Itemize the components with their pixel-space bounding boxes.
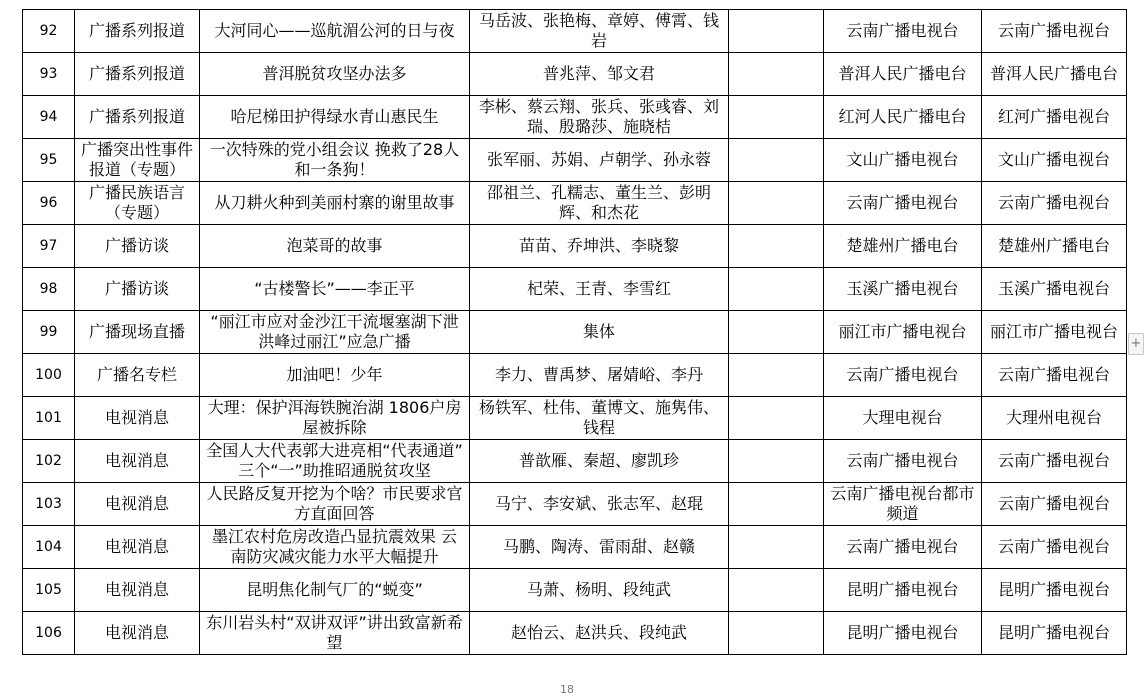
cell-publisher: 楚雄州广播电台 — [824, 225, 982, 268]
award-list-table — [22, 9, 1127, 655]
cell-title: 东川岩头村“双讲双评”讲出致富新希望 — [200, 612, 470, 655]
cell-submitter: 文山广播电视台 — [982, 139, 1127, 182]
cell-number: 96 — [23, 182, 75, 225]
cell-category: 广播民族语言（专题） — [75, 182, 200, 225]
cell-submitter: 云南广播电视台 — [982, 440, 1127, 483]
cell-editors — [729, 354, 824, 397]
table-row — [23, 182, 1127, 225]
cell-editors — [729, 225, 824, 268]
cell-authors: 马萧、杨明、段纯武 — [470, 569, 729, 612]
cell-editors — [729, 96, 824, 139]
table-row — [23, 569, 1127, 612]
cell-publisher: 云南广播电视台 — [824, 182, 982, 225]
cell-submitter: 普洱人民广播电台 — [982, 53, 1127, 96]
cell-authors: 邵祖兰、孔糯志、董生兰、彭明辉、和杰花 — [470, 182, 729, 225]
cell-category: 电视消息 — [75, 397, 200, 440]
cell-category: 电视消息 — [75, 526, 200, 569]
cell-authors: 李力、曹禹梦、屠婧峪、李丹 — [470, 354, 729, 397]
cell-authors: 普歆雁、秦超、廖凯珍 — [470, 440, 729, 483]
page-number: 18 — [560, 683, 574, 696]
cell-editors — [729, 569, 824, 612]
cell-number: 95 — [23, 139, 75, 182]
cell-authors: 李彬、蔡云翔、张兵、张彧睿、刘瑞、殷璐莎、施晓桔 — [470, 96, 729, 139]
table-row — [23, 225, 1127, 268]
cell-editors — [729, 397, 824, 440]
cell-publisher: 云南广播电视台都市频道 — [824, 483, 982, 526]
table-row — [23, 440, 1127, 483]
cell-category: 电视消息 — [75, 483, 200, 526]
cell-submitter: 玉溪广播电视台 — [982, 268, 1127, 311]
table-row — [23, 268, 1127, 311]
cell-authors: 马岳波、张艳梅、章婷、傅霄、钱岩 — [470, 10, 729, 53]
cell-editors — [729, 311, 824, 354]
table-body — [23, 10, 1127, 655]
cell-number: 92 — [23, 10, 75, 53]
cell-title: 加油吧！少年 — [200, 354, 470, 397]
cell-category: 广播名专栏 — [75, 354, 200, 397]
cell-title: 一次特殊的党小组会议 挽救了28人和一条狗！ — [200, 139, 470, 182]
cell-number: 97 — [23, 225, 75, 268]
cell-editors — [729, 440, 824, 483]
cell-title: 昆明焦化制气厂的“蜕变” — [200, 569, 470, 612]
cell-title: 大河同心——巡航湄公河的日与夜 — [200, 10, 470, 53]
cell-title: 全国人大代表郭大进亮相“代表通道” 三个“一”助推昭通脱贫攻坚 — [200, 440, 470, 483]
cell-number: 98 — [23, 268, 75, 311]
cell-category: 广播现场直播 — [75, 311, 200, 354]
cell-submitter: 云南广播电视台 — [982, 10, 1127, 53]
cell-number: 93 — [23, 53, 75, 96]
cell-number: 100 — [23, 354, 75, 397]
cell-editors — [729, 612, 824, 655]
cell-number: 94 — [23, 96, 75, 139]
cell-submitter: 云南广播电视台 — [982, 354, 1127, 397]
cell-category: 广播系列报道 — [75, 10, 200, 53]
cell-editors — [729, 483, 824, 526]
cell-authors: 苗苗、乔坤洪、李晓黎 — [470, 225, 729, 268]
cell-title: 从刀耕火种到美丽村寨的谢里故事 — [200, 182, 470, 225]
add-button[interactable]: + — [1128, 333, 1144, 355]
cell-submitter: 大理州电视台 — [982, 397, 1127, 440]
cell-title: 墨江农村危房改造凸显抗震效果 云南防灾减灾能力水平大幅提升 — [200, 526, 470, 569]
cell-category: 广播访谈 — [75, 268, 200, 311]
table-row — [23, 483, 1127, 526]
cell-submitter: 云南广播电视台 — [982, 182, 1127, 225]
cell-authors: 杞荣、王青、李雪红 — [470, 268, 729, 311]
cell-publisher: 红河人民广播电台 — [824, 96, 982, 139]
cell-authors: 普兆萍、邹文君 — [470, 53, 729, 96]
cell-category: 广播访谈 — [75, 225, 200, 268]
cell-number: 99 — [23, 311, 75, 354]
cell-publisher: 云南广播电视台 — [824, 526, 982, 569]
table-row — [23, 53, 1127, 96]
cell-title: “丽江市应对金沙江干流堰塞湖下泄洪峰过丽江”应急广播 — [200, 311, 470, 354]
cell-number: 106 — [23, 612, 75, 655]
cell-number: 102 — [23, 440, 75, 483]
table-row — [23, 354, 1127, 397]
cell-editors — [729, 10, 824, 53]
cell-title: “古楼警长”——李正平 — [200, 268, 470, 311]
table-row — [23, 10, 1127, 53]
cell-category: 广播系列报道 — [75, 96, 200, 139]
table-row — [23, 526, 1127, 569]
cell-authors: 赵怡云、赵洪兵、段纯武 — [470, 612, 729, 655]
cell-publisher: 昆明广播电视台 — [824, 569, 982, 612]
cell-title: 人民路反复开挖为个啥？市民要求官方直面回答 — [200, 483, 470, 526]
cell-publisher: 玉溪广播电视台 — [824, 268, 982, 311]
cell-number: 104 — [23, 526, 75, 569]
cell-publisher: 普洱人民广播电台 — [824, 53, 982, 96]
cell-authors: 张军丽、苏娟、卢朝学、孙永蓉 — [470, 139, 729, 182]
cell-submitter: 丽江市广播电视台 — [982, 311, 1127, 354]
cell-editors — [729, 526, 824, 569]
cell-publisher: 云南广播电视台 — [824, 440, 982, 483]
cell-number: 105 — [23, 569, 75, 612]
cell-authors: 集体 — [470, 311, 729, 354]
cell-submitter: 云南广播电视台 — [982, 526, 1127, 569]
cell-title: 大理：保护洱海铁腕治湖 1806户房屋被拆除 — [200, 397, 470, 440]
cell-editors — [729, 268, 824, 311]
cell-publisher: 云南广播电视台 — [824, 10, 982, 53]
cell-editors — [729, 182, 824, 225]
cell-publisher: 文山广播电视台 — [824, 139, 982, 182]
cell-category: 电视消息 — [75, 612, 200, 655]
cell-publisher: 丽江市广播电视台 — [824, 311, 982, 354]
cell-category: 广播突出性事件报道（专题） — [75, 139, 200, 182]
table-row — [23, 139, 1127, 182]
cell-publisher: 云南广播电视台 — [824, 354, 982, 397]
cell-editors — [729, 139, 824, 182]
cell-publisher: 大理电视台 — [824, 397, 982, 440]
cell-category: 电视消息 — [75, 440, 200, 483]
cell-publisher: 昆明广播电视台 — [824, 612, 982, 655]
cell-category: 广播系列报道 — [75, 53, 200, 96]
cell-title: 普洱脱贫攻坚办法多 — [200, 53, 470, 96]
cell-editors — [729, 53, 824, 96]
cell-number: 103 — [23, 483, 75, 526]
cell-authors: 马鹏、陶涛、雷雨甜、赵赣 — [470, 526, 729, 569]
cell-submitter: 云南广播电视台 — [982, 483, 1127, 526]
table-row — [23, 397, 1127, 440]
cell-submitter: 红河广播电视台 — [982, 96, 1127, 139]
table-row — [23, 612, 1127, 655]
cell-submitter: 昆明广播电视台 — [982, 612, 1127, 655]
cell-submitter: 楚雄州广播电台 — [982, 225, 1127, 268]
cell-title: 哈尼梯田护得绿水青山惠民生 — [200, 96, 470, 139]
cell-category: 电视消息 — [75, 569, 200, 612]
table-row — [23, 96, 1127, 139]
cell-authors: 杨铁军、杜伟、董博文、施隽伟、钱程 — [470, 397, 729, 440]
cell-submitter: 昆明广播电视台 — [982, 569, 1127, 612]
cell-title: 泡菜哥的故事 — [200, 225, 470, 268]
cell-number: 101 — [23, 397, 75, 440]
cell-authors: 马宁、李安斌、张志军、赵琨 — [470, 483, 729, 526]
table-row — [23, 311, 1127, 354]
